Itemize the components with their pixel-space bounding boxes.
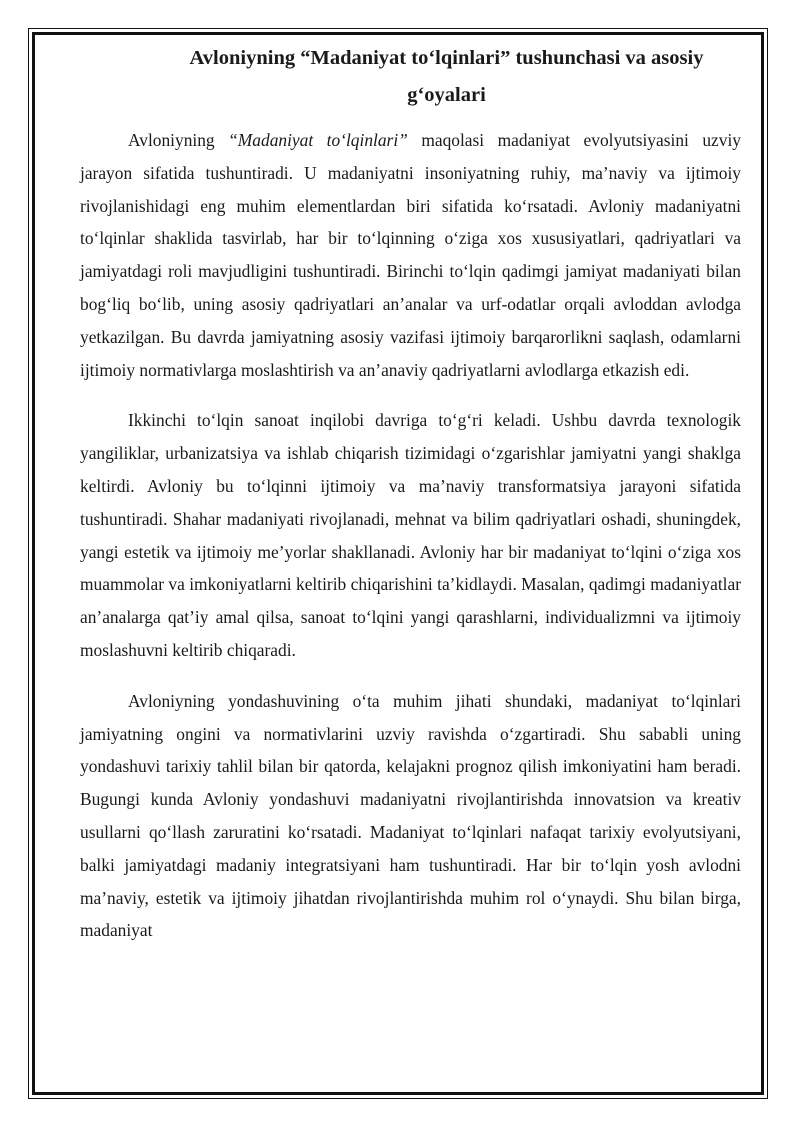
title-line-1: Avloniyning “Madaniyat to‘lqinlari” tushunchasi va asosiy bbox=[189, 47, 704, 69]
document-title bbox=[80, 40, 741, 114]
document-body bbox=[80, 40, 741, 947]
paragraph-2: Ikkinchi to‘lqin sanoat inqilobi davriga to‘g‘ri keladi. Ushbu davrda texnologik yangiliklar, urbanizatsiya va ishlab chiqarish tizimidagi o‘zgarishlar jamiyatni yangi shaklga keltirdi. Avloniy bu to‘lqinni ijtimoiy va ma’naviy transformatsiya jarayoni sifatida tushuntiradi. Shahar madaniyati rivojlanadi, mehnat va bilim qadriyatlari oshadi, shuningdek, yangi estetik va ijtimoiy me’yorlar shakllanadi. Avloniy har bir madaniyat to‘lqini o‘ziga xos muammolar va imkoniyatlarni keltirib chiqarishini ta’kidlaydi. Masalan, qadimgi madaniyatlar an’analarga qat’iy amal qilsa, sanoat to‘lqini yangi qarashlarni, individualizmni va ijtimoiy moslashuvni keltirib chiqaradi. bbox=[80, 410, 741, 660]
paragraph-1-rest: maqolasi madaniyat evolyutsiyasini uzviy jarayon sifatida tushuntiradi. U madaniyatni insoniyatning ruhiy, ma’naviy va ijtimoiy rivojlanishidagi eng muhim elementlardan biri sifatida ko‘rsatadi. Avloniy madaniyatni to‘lqinlar shaklida tasvirlab, har bir to‘lqinning o‘ziga xos xususiyatlari, qadriyatlari va jamiyatdagi roli mavjudligini tushuntiradi. Birinchi to‘lqin qadimgi jamiyat madaniyati bilan bog‘liq bo‘lib, uning asosiy qadriyatlari an’analar va urf-odatlar orqali avloddan avlodga yetkazilgan. Bu davrda jamiyatning asosiy vazifasi ijtimoiy barqarorlikni saqlash, odamlarni ijtimoiy normativlarga moslashtirish va an’anaviy qadriyatlarni avlodlarga etkazish edi. bbox=[80, 130, 741, 380]
paragraph-1-emphasis: “Madaniyat to‘lqinlari” bbox=[228, 130, 408, 150]
paragraph-3: Avloniyning yondashuvining o‘ta muhim jihati shundaki, madaniyat to‘lqinlari jamiyatning ongini va normativlarini uzviy ravishda o‘zgartiradi. Shu sababli uning yondashuvi tarixiy tahlil bilan bir qatorda, kelajakni prognoz qilish imkoniyatini ham beradi. Bugungi kunda Avloniy yondashuvi madaniyatni rivojlantirishda innovatsion va kreativ usullarni qo‘llash zaruratini ko‘rsatadi. Madaniyat to‘lqinlari nafaqat tarixiy evolyutsiyani, balki jamiyatdagi madaniy integratsiyani ham tushuntiradi. Har bir to‘lqin yosh avlodni ma’naviy, estetik va ijtimoiy jihatdan rivojlantirishda muhim rol o‘ynaydi. Shu bilan birga, madaniyat bbox=[80, 690, 741, 941]
paragraph-1 bbox=[80, 124, 741, 386]
title-line-2: g‘oyalari bbox=[407, 84, 486, 106]
paragraph-1-lead: Avloniyning bbox=[128, 130, 229, 150]
